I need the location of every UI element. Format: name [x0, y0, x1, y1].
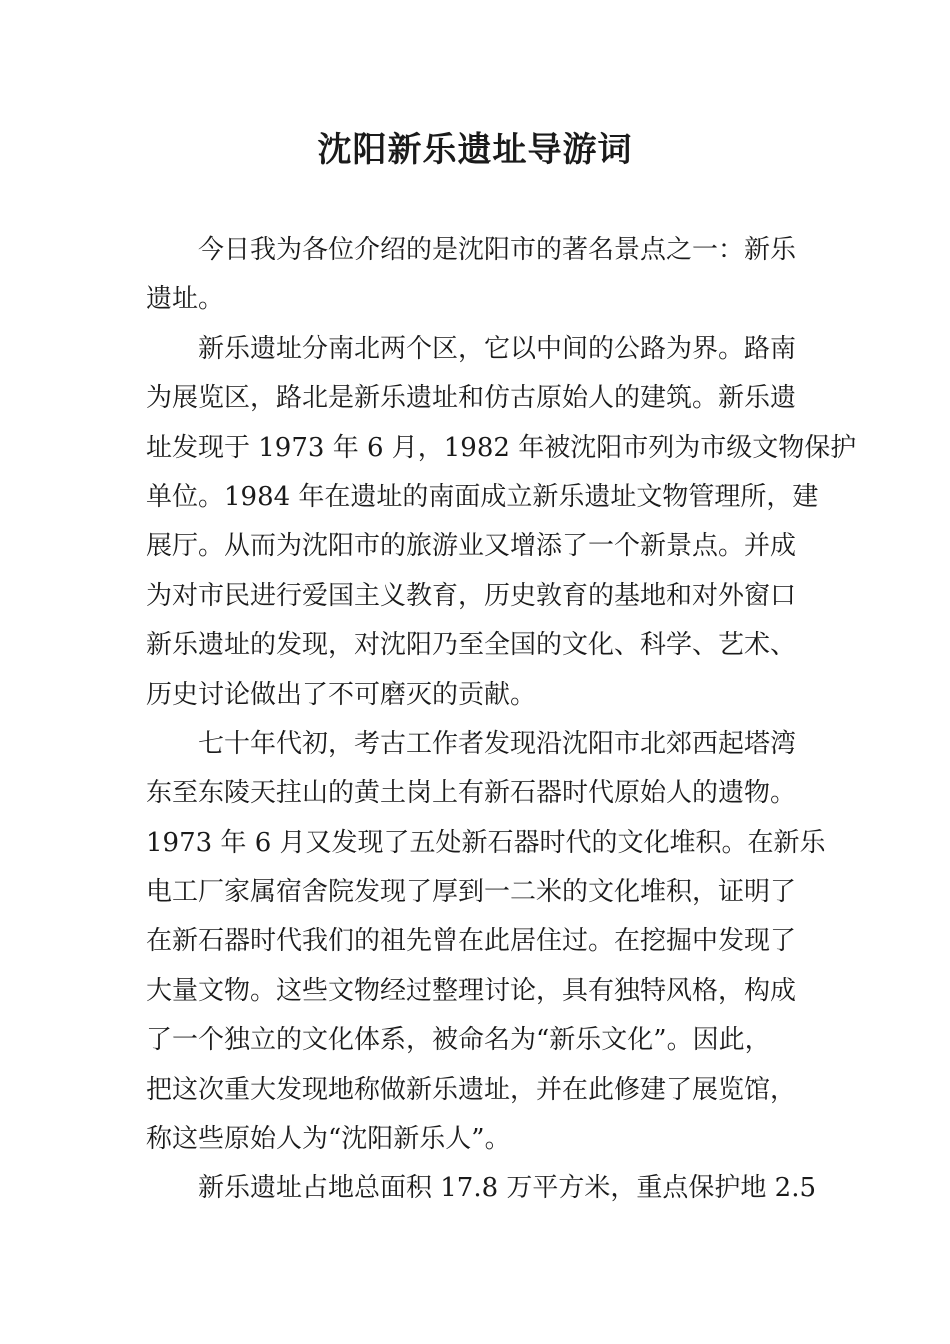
text-line: 单位。1984 年在遗址的南面成立新乐遗址文物管理所，建: [146, 481, 819, 512]
paragraph-1: [146, 226, 806, 325]
document-title: 沈阳新乐遗址导游词: [317, 130, 633, 170]
text-line: 展厅。从而为沈阳市的旅游业又增添了一个新景点。并成: [146, 531, 797, 562]
text-line: 遗址。: [146, 284, 225, 315]
text-line: 新乐遗址的发现，对沈阳乃至全国的文化、科学、艺术、: [146, 630, 797, 661]
text-line: 电工厂家属宿舍院发现了厚到一二米的文化堆积，证明了: [146, 877, 797, 908]
text-line: 七十年代初，考古工作者发现沿沈阳市北郊西起塔湾: [198, 728, 797, 759]
paragraph-3: [146, 720, 826, 1165]
paragraph-2: [146, 325, 857, 720]
text-line: 了一个独立的文化体系，被命名为“新乐文化”。因此，: [146, 1025, 771, 1056]
text-line: 新乐遗址占地总面积 17.8 万平方米，重点保护地 2.5: [198, 1173, 817, 1204]
text-line: 新乐遗址分南北两个区，它以中间的公路为界。路南: [198, 333, 797, 364]
text-line: 为展览区，路北是新乐遗址和仿古原始人的建筑。新乐遗: [146, 383, 797, 414]
text-line: 大量文物。这些文物经过整理讨论，具有独特风格，构成: [146, 975, 797, 1006]
text-line: 为对市民进行爱国主义教育，历史敦育的基地和对外窗口: [146, 580, 797, 611]
text-line: 把这次重大发现地称做新乐遗址，并在此修建了展览馆，: [146, 1074, 797, 1105]
paragraph-4: [146, 1164, 817, 1213]
document-body: [146, 226, 857, 1214]
text-line: 东至东陵天拄山的黄土岗上有新石器时代原始人的遗物。: [146, 778, 797, 809]
text-line: 今日我为各位介绍的是沈阳市的著名景点之一：新乐: [198, 235, 797, 265]
text-line: 称这些原始人为“沈阳新乐人”。: [146, 1124, 511, 1155]
text-line: 1973 年 6 月又发现了五处新石器时代的文化堆积。在新乐: [146, 827, 826, 858]
text-line: 在新石器时代我们的祖先曾在此居住过。在挖掘中发现了: [146, 926, 797, 957]
text-line: 址发现于 1973 年 6 月，1982 年被沈阳市列为市级文物保护: [146, 432, 857, 463]
text-line: 历史讨论做出了不可磨灭的贡献。: [146, 679, 537, 710]
